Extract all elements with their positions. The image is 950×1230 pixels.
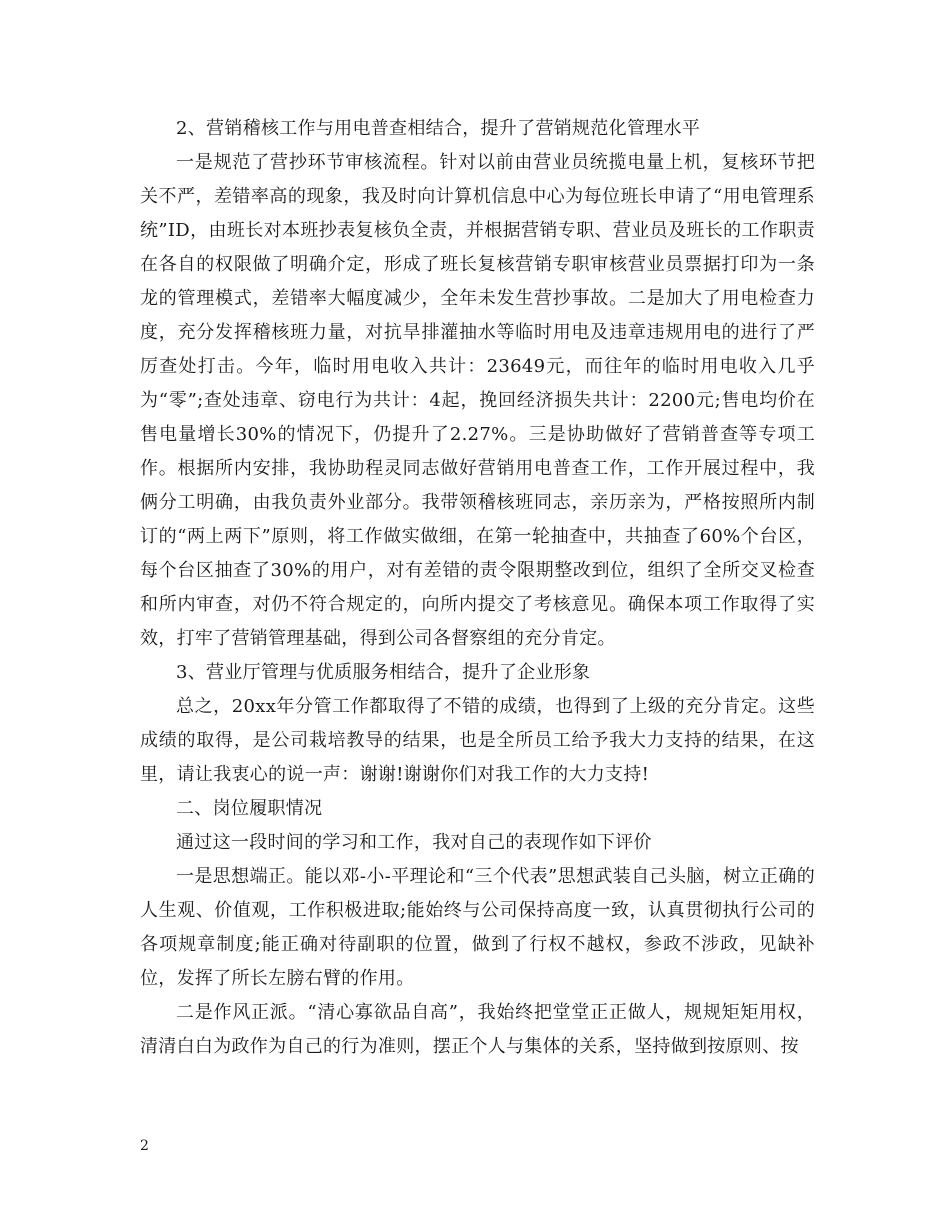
paragraph-self-evaluation-intro: 通过这一段时间的学习和工作，我对自己的表现作如下评价 (176, 832, 652, 853)
page-number: 2 (140, 1138, 149, 1154)
paragraph-thought: 一是思想端正。能以邓-小-平理论和“三个代表”思想武装自己头脑，树立正确的人生观、价值观，工作积极进取;能始终与公司保持高度一致，认真贯彻执行公司的各项规章制度;能正确对待副职的位置，做到了行权不越权，参政不涉政，见缺补位，发挥了所长左膀右臂的作用。 (140, 866, 815, 989)
paragraph-summary: 总之，20xx年分管工作都取得了不错的成绩，也得到了上级的充分肯定。这些成绩的取得，是公司栽培教导的结果，也是全所员工给予我大力支持的结果，在这里，请让我衷心的说一声：谢谢!谢谢你们对我工作的大力支持! (140, 696, 815, 785)
section-heading-3: 3、营业厅管理与优质服务相结合，提升了企业形象 (176, 662, 591, 683)
document-body (140, 112, 815, 1064)
paragraph-audit-work: 一是规范了营抄环节审核流程。针对以前由营业员统揽电量上机，复核环节把关不严，差错率高的现象，我及时向计算机信息中心为每位班长申请了“用电管理系统”ID，由班长对本班抄表复核负全责，并根据营销专职、营业员及班长的工作职责在各自的权限做了明确介定，形成了班长复核营销专职审核营业员票据打印为一条龙的管理模式，差错率大幅度减少，全年未发生营抄事故。二是加大了用电检查力度，充分发挥稽核班力量，对抗旱排灌抽水等临时用电及违章违规用电的进行了严厉查处打击。今年，临时用电收入共计：23649元，而往年的临时用电收入几乎为“零”;查处违章、窃电行为共计：4起，挽回经济损失共计：2200元;售电均价在售电量增长30%的情况下，仍提升了2.27%。三是协助做好了营销普查等专项工作。根据所内安排，我协助程灵同志做好营销用电普查工作，工作开展过程中，我俩分工明确，由我负责外业部分。我带领稽核班同志，亲历亲为，严格按照所内制订的“两上两下”原则，将工作做实做细，在第一轮抽查中，共抽查了60%个台区，每个台区抽查了30%的用户，对有差错的责令限期整改到位，组织了全所交叉检查和所内审查，对仍不符合规定的，向所内提交了考核意见。确保本项工作取得了实效，打牢了营销管理基础，得到公司各督察组的充分肯定。 (140, 152, 815, 649)
paragraph-conduct: 二是作风正派。“清心寡欲品自高”，我始终把堂堂正正做人，规规矩矩用权，清清白白为政作为自己的行为准则，摆正个人与集体的关系，坚持做到按原则、按 (140, 1002, 815, 1057)
section-heading-duty: 二、岗位履职情况 (176, 798, 323, 819)
section-heading-2: 2、营销稽核工作与用电普查相结合，提升了营销规范化管理水平 (176, 118, 701, 139)
